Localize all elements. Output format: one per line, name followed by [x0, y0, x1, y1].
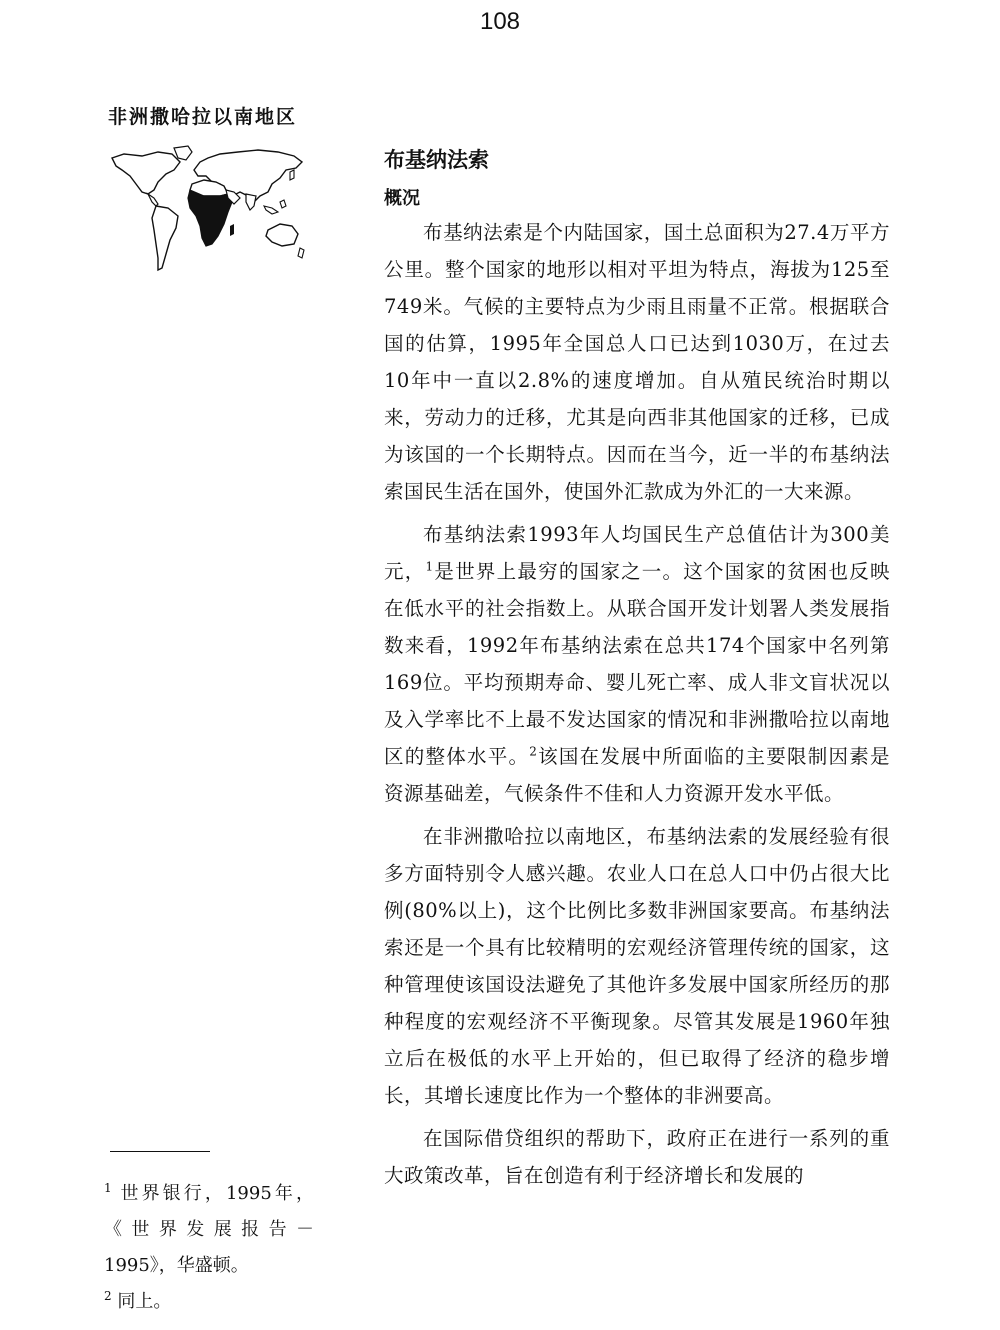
section-subtitle: 概况 [384, 188, 420, 209]
world-map-image [108, 140, 308, 280]
footnote-mark-2: 2 [104, 1289, 112, 1303]
paragraph-3: 在非洲撒哈拉以南地区，布基纳法索的发展经验有很多方面特别令人感兴趣。农业人口在总人口中仍占很大比例(80%以上)，这个比例比多数非洲国家要高。布基纳法索还是一个具有比较精明的宏观经济管理传统的国家，这种管理使该国设法避免了其他许多发展中国家所经历的那种程度的宏观经济不平衡现象。尽管其发展是1960年独立后在极低的水平上开始的，但已取得了经济的稳步增长，其增长速度比作为一个整体的非洲要高。 [384, 825, 890, 1107]
page-number: 108 [479, 8, 521, 35]
footnote-mark-1: 1 [104, 1181, 112, 1195]
paragraph-2: 布基纳法索1993年人均国民生产总值估计为300美元，$^1$是世界上最穷的国家之一。这个国家的贫困也反映在低水平的社会指数上。从联合国开发计划署人类发展指数来看，1992年布基纳法索在总共174个国家中名列第169位。平均预期寿命、婴儿死亡率、成人非文盲状况以及入学率比不上最不发达国家的情况和非洲撒哈拉以南地区的整体水平。$^2$该国在发展中所面临的主要限制因素是资源基础差，气候条件不佳和人力资源开发水平低。 [384, 523, 890, 805]
body-text [384, 214, 890, 1200]
footnote-1: $^1$ 世界银行，1995年，《世界发展报告－1995》，华盛顿。 [104, 1181, 314, 1276]
footnotes [104, 1176, 314, 1320]
paragraph-4: 在国际借贷组织的帮助下，政府正在进行一系列的重大政策改革，旨在创造有利于经济增长和发展的 [384, 1127, 890, 1187]
paragraph-1: 布基纳法索是个内陆国家，国土总面积为27.4万平方公里。整个国家的地形以相对平坦为特点，海拔为125至749米。气候的主要特点为少雨且雨量不正常。根据联合国的估算，1995年全国总人口已达到1030万，在过去10年中一直以2.8%的速度增加。自从殖民统治时期以来，劳动力的迁移，尤其是向西非其他国家的迁移，已成为该国的一个长期特点。因而在当今，近一半的布基纳法索国民生活在国外，使国外汇款成为外汇的一大来源。 [384, 221, 890, 503]
footnote-ref-1: 1 [425, 559, 434, 574]
region-label: 非洲撒哈拉以南地区 [108, 106, 298, 128]
footnote-2: $^2$ 同上。 [104, 1289, 172, 1312]
footnote-rule [110, 1151, 210, 1152]
footnote-ref-2: 2 [529, 744, 538, 759]
section-title: 布基纳法索 [384, 148, 489, 172]
